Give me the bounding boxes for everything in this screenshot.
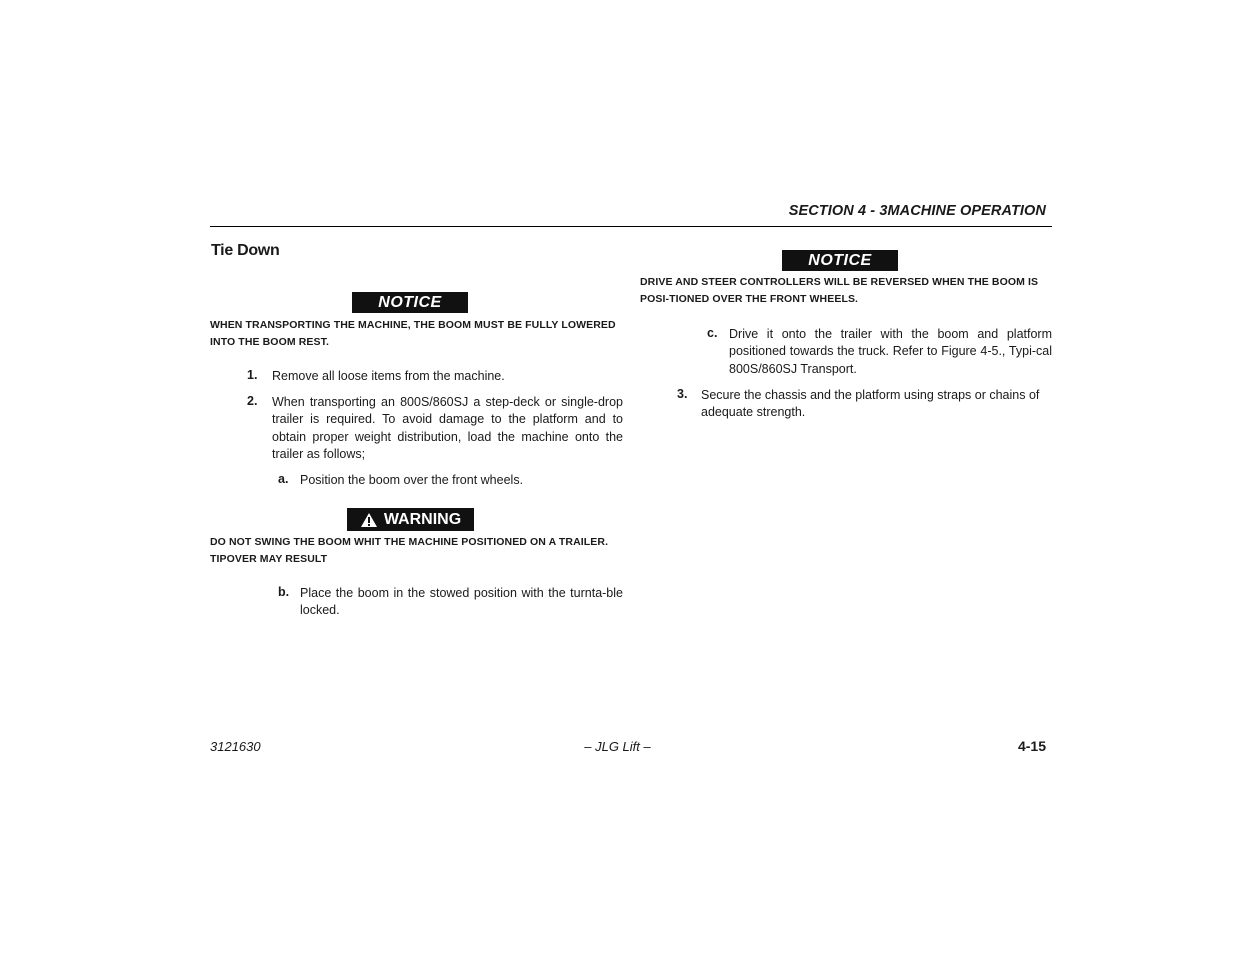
header-rule xyxy=(210,226,1052,227)
section-title: SECTION 4 - 3MACHINE OPERATION xyxy=(788,203,1046,219)
notice-text: DRIVE AND STEER CONTROLLERS WILL BE REVERSED WHEN THE BOOM IS POSI-TIONED OVER THE FRONT WHEELS. xyxy=(640,276,1039,305)
step-number: 1. xyxy=(247,368,258,382)
notice-badge: NOTICE xyxy=(782,250,898,271)
warning-text: DO NOT SWING THE BOOM WHIT THE MACHINE POSITIONED ON A TRAILER. TIPOVER MAY RESULT xyxy=(210,536,609,565)
step-text: Remove all loose items from the machine. xyxy=(272,369,505,383)
substep-letter: b. xyxy=(278,585,290,599)
substep-text: Place the boom in the stowed position with the turnta-ble locked. xyxy=(300,586,623,618)
substep-letter: c. xyxy=(707,326,718,340)
step-text: When transporting an 800S/860SJ a step-deck or single-drop trailer is required. To avoid damage to the platform and to obtain proper weight distribution, load the machine onto the trailer as follows; xyxy=(272,395,623,461)
step-number: 2. xyxy=(247,394,258,408)
page-number: 4-15 xyxy=(1017,738,1046,754)
notice-badge: NOTICE xyxy=(352,292,468,313)
page-heading: Tie Down xyxy=(211,242,280,259)
substep-letter: a. xyxy=(278,472,289,486)
substep-text: Position the boom over the front wheels. xyxy=(300,473,524,487)
warning-label: WARNING xyxy=(383,510,462,528)
warning-triangle-icon xyxy=(360,512,378,528)
doc-number: 3121630 xyxy=(210,739,261,754)
notice-text: WHEN TRANSPORTING THE MACHINE, THE BOOM MUST BE FULLY LOWERED INTO THE BOOM REST. xyxy=(210,319,616,348)
footer-center: – JLG Lift – xyxy=(584,739,651,754)
substep-text: Drive it onto the trailer with the boom and platform positioned towards the truck. Refer to Figure 4-5., Typi-cal 800S/860SJ Transport. xyxy=(729,327,1052,376)
step-text: Secure the chassis and the platform using straps or chains of adequate strength. xyxy=(701,388,1040,420)
warning-badge xyxy=(347,508,474,531)
step-number: 3. xyxy=(677,387,688,401)
